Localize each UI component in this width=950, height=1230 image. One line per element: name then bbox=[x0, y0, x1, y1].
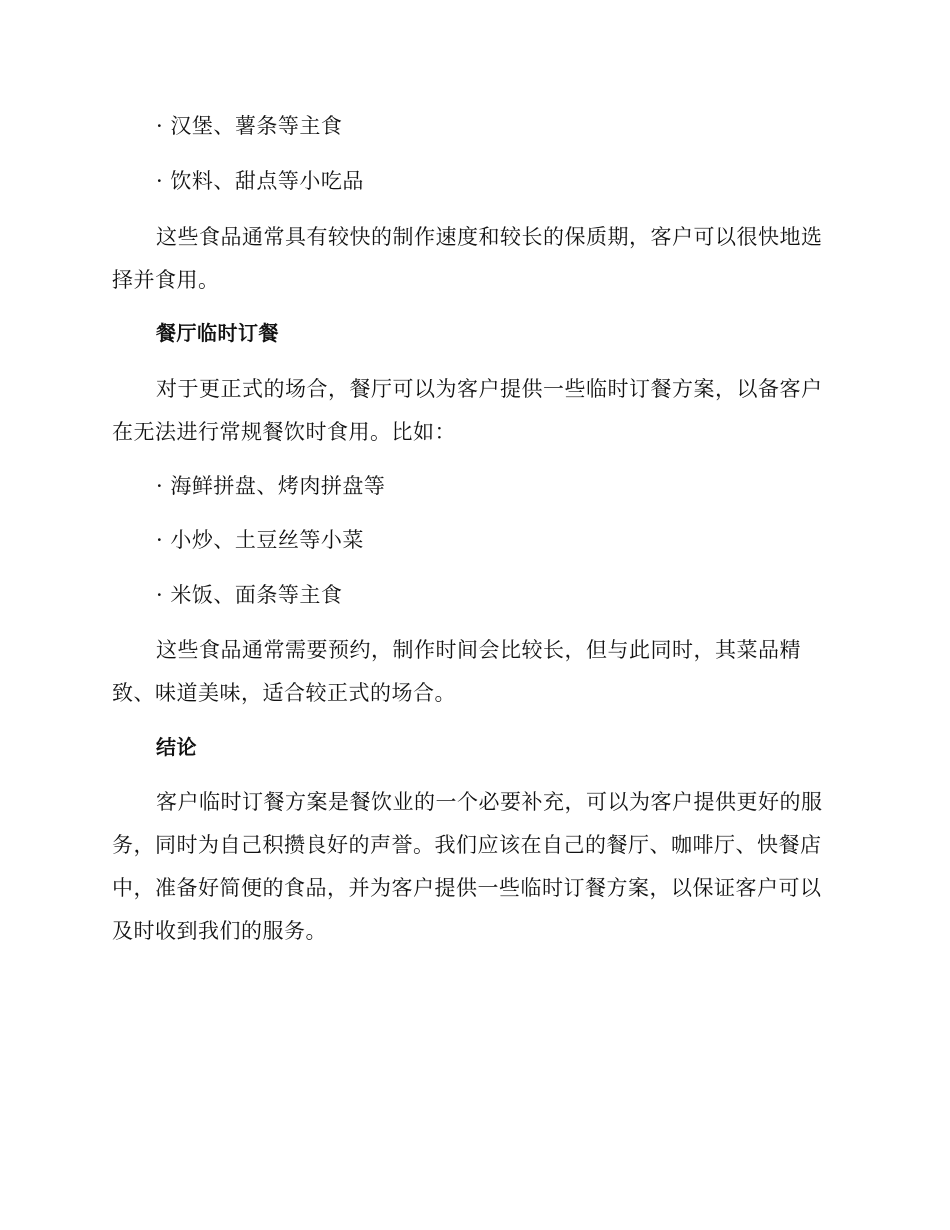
section-heading-conclusion: 结论 bbox=[156, 735, 197, 759]
section-heading-restaurant-order: 餐厅临时订餐 bbox=[156, 321, 279, 345]
list-item-burger-fries: · 汉堡、薯条等主食 bbox=[156, 114, 343, 138]
paragraph-restaurant-intro: 对于更正式的场合，餐厅可以为客户提供一些临时订餐方案，以备客户在无法进行常规餐饮时食用。比如： bbox=[112, 377, 823, 444]
paragraph-conclusion: 客户临时订餐方案是餐饮业的一个必要补充，可以为客户提供更好的服务，同时为自己积攒良好的声誉。我们应该在自己的餐厅、咖啡厅、快餐店中，准备好简便的食品，并为客户提供一些临时订餐方案，以保证客户可以及时收到我们的服务。 bbox=[112, 790, 823, 943]
list-item-drinks-desserts: · 饮料、甜点等小吃品 bbox=[156, 169, 364, 193]
paragraph-restaurant-summary: 这些食品通常需要预约，制作时间会比较长，但与此同时，其菜品精致、味道美味，适合较正式的场合。 bbox=[112, 638, 801, 705]
list-item-stir-fry: · 小炒、土豆丝等小菜 bbox=[156, 528, 364, 552]
list-item-seafood-bbq: · 海鲜拼盘、烤肉拼盘等 bbox=[156, 474, 386, 498]
list-item-rice-noodles: · 米饭、面条等主食 bbox=[156, 583, 343, 607]
paragraph-fast-food-summary: 这些食品通常具有较快的制作速度和较长的保质期，客户可以很快地选择并食用。 bbox=[112, 225, 823, 292]
